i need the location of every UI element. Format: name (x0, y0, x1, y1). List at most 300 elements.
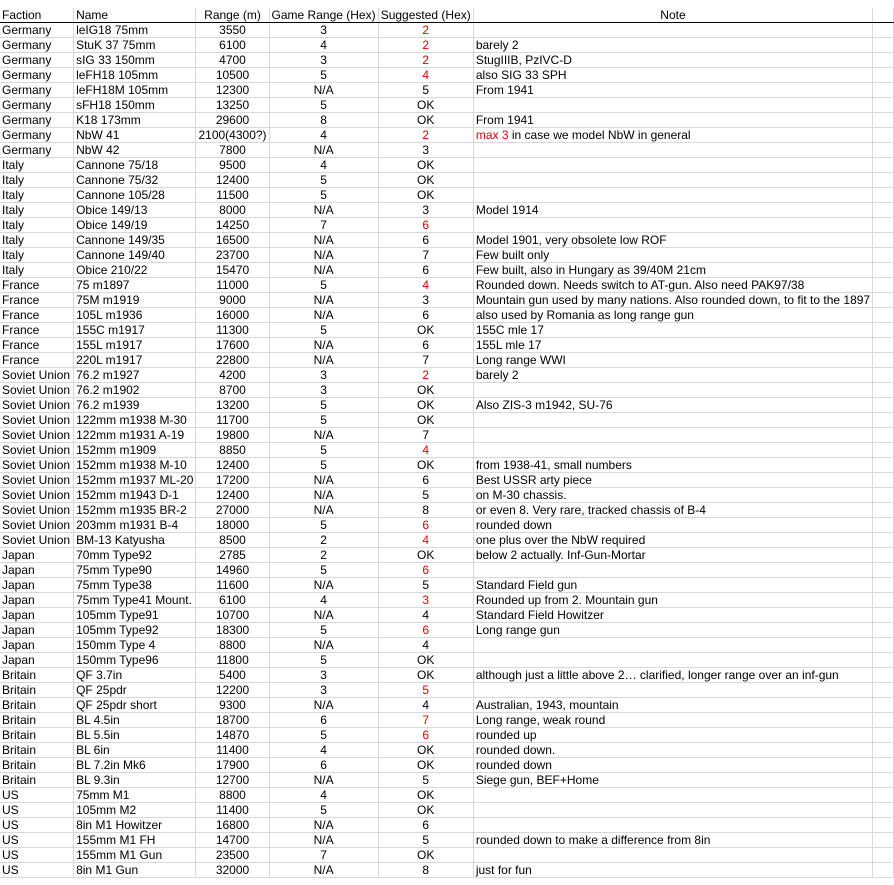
cell-name[interactable]: Obice 149/19 (74, 218, 196, 233)
cell-name[interactable]: 152mm m1909 (74, 443, 196, 458)
cell-name[interactable]: NbW 41 (74, 128, 196, 143)
cell-faction[interactable]: Germany (0, 38, 74, 53)
cell-suggested[interactable]: 5 (378, 488, 473, 503)
empty-cell[interactable] (873, 383, 894, 398)
empty-cell[interactable] (873, 623, 894, 638)
cell-game-range[interactable]: N/A (269, 608, 378, 623)
cell-note[interactable]: Siege gun, BEF+Home (473, 773, 872, 788)
cell-game-range[interactable]: N/A (269, 698, 378, 713)
cell-game-range[interactable]: 5 (269, 563, 378, 578)
cell-range[interactable]: 18700 (196, 713, 269, 728)
cell-suggested[interactable]: OK (378, 653, 473, 668)
cell-range[interactable]: 6100 (196, 38, 269, 53)
cell-name[interactable]: BL 5.5in (74, 728, 196, 743)
empty-cell[interactable] (873, 233, 894, 248)
cell-name[interactable]: 155mm M1 FH (74, 833, 196, 848)
empty-cell[interactable] (873, 353, 894, 368)
cell-faction[interactable]: Britain (0, 758, 74, 773)
cell-faction[interactable]: Britain (0, 728, 74, 743)
cell-note[interactable]: Best USSR arty piece (473, 473, 872, 488)
empty-cell[interactable] (873, 788, 894, 803)
cell-note[interactable] (473, 428, 872, 443)
cell-name[interactable]: Cannone 149/40 (74, 248, 196, 263)
cell-note[interactable] (473, 188, 872, 203)
cell-suggested[interactable]: 5 (378, 578, 473, 593)
cell-name[interactable]: 75mm Type38 (74, 578, 196, 593)
cell-note[interactable] (473, 383, 872, 398)
cell-suggested[interactable]: 7 (378, 353, 473, 368)
cell-name[interactable]: 76.2 m1939 (74, 398, 196, 413)
empty-cell[interactable] (873, 683, 894, 698)
cell-name[interactable]: 76.2 m1927 (74, 368, 196, 383)
cell-game-range[interactable]: N/A (269, 578, 378, 593)
cell-faction[interactable]: Soviet Union (0, 488, 74, 503)
cell-faction[interactable]: Britain (0, 743, 74, 758)
cell-name[interactable]: BL 6in (74, 743, 196, 758)
cell-range[interactable]: 5400 (196, 668, 269, 683)
empty-cell[interactable] (873, 323, 894, 338)
cell-faction[interactable]: US (0, 818, 74, 833)
cell-faction[interactable]: Germany (0, 23, 74, 38)
cell-range[interactable]: 14960 (196, 563, 269, 578)
cell-range[interactable]: 2100(4300?) (196, 128, 269, 143)
cell-faction[interactable]: Soviet Union (0, 428, 74, 443)
cell-name[interactable]: BL 4.5in (74, 713, 196, 728)
cell-name[interactable]: 152mm m1938 M-10 (74, 458, 196, 473)
empty-cell[interactable] (873, 53, 894, 68)
cell-faction[interactable]: Italy (0, 218, 74, 233)
cell-faction[interactable]: France (0, 278, 74, 293)
cell-suggested[interactable]: OK (378, 803, 473, 818)
cell-suggested[interactable]: 6 (378, 818, 473, 833)
cell-game-range[interactable]: 5 (269, 458, 378, 473)
cell-game-range[interactable]: N/A (269, 863, 378, 878)
cell-name[interactable]: 8in M1 Howitzer (74, 818, 196, 833)
empty-cell[interactable] (873, 38, 894, 53)
cell-game-range[interactable]: N/A (269, 353, 378, 368)
cell-game-range[interactable]: N/A (269, 143, 378, 158)
cell-name[interactable]: 75mm M1 (74, 788, 196, 803)
cell-note[interactable]: also SIG 33 SPH (473, 68, 872, 83)
empty-cell[interactable] (873, 68, 894, 83)
cell-range[interactable]: 12700 (196, 773, 269, 788)
cell-range[interactable]: 11300 (196, 323, 269, 338)
cell-note[interactable]: one plus over the NbW required (473, 533, 872, 548)
cell-game-range[interactable]: 5 (269, 803, 378, 818)
cell-note[interactable] (473, 788, 872, 803)
cell-note[interactable]: rounded down (473, 758, 872, 773)
cell-range[interactable]: 4700 (196, 53, 269, 68)
cell-game-range[interactable]: N/A (269, 248, 378, 263)
cell-game-range[interactable]: 5 (269, 443, 378, 458)
cell-range[interactable]: 11600 (196, 578, 269, 593)
cell-suggested[interactable]: 2 (378, 38, 473, 53)
cell-faction[interactable]: Britain (0, 773, 74, 788)
cell-range[interactable]: 11400 (196, 743, 269, 758)
cell-range[interactable]: 12400 (196, 458, 269, 473)
cell-name[interactable]: 152mm m1937 ML-20 (74, 473, 196, 488)
cell-faction[interactable]: Italy (0, 203, 74, 218)
cell-faction[interactable]: Japan (0, 593, 74, 608)
empty-cell[interactable] (873, 488, 894, 503)
cell-note[interactable]: barely 2 (473, 368, 872, 383)
cell-range[interactable]: 10500 (196, 68, 269, 83)
cell-game-range[interactable]: 3 (269, 53, 378, 68)
cell-game-range[interactable]: N/A (269, 203, 378, 218)
cell-note[interactable]: Standard Field Howitzer (473, 608, 872, 623)
cell-game-range[interactable]: 5 (269, 653, 378, 668)
cell-range[interactable]: 14250 (196, 218, 269, 233)
cell-name[interactable]: sIG 33 150mm (74, 53, 196, 68)
cell-note[interactable] (473, 158, 872, 173)
cell-game-range[interactable]: 3 (269, 368, 378, 383)
cell-faction[interactable]: Germany (0, 98, 74, 113)
cell-note[interactable]: also used by Romania as long range gun (473, 308, 872, 323)
header-name[interactable]: Name (74, 8, 196, 23)
cell-game-range[interactable]: 2 (269, 548, 378, 563)
cell-faction[interactable]: Italy (0, 173, 74, 188)
cell-name[interactable]: 155C m1917 (74, 323, 196, 338)
empty-cell[interactable] (873, 593, 894, 608)
cell-faction[interactable]: Soviet Union (0, 398, 74, 413)
cell-faction[interactable]: France (0, 323, 74, 338)
empty-cell[interactable] (873, 803, 894, 818)
cell-faction[interactable]: Soviet Union (0, 383, 74, 398)
cell-game-range[interactable]: N/A (269, 263, 378, 278)
cell-range[interactable]: 14870 (196, 728, 269, 743)
empty-cell[interactable] (873, 203, 894, 218)
empty-cell[interactable] (873, 368, 894, 383)
empty-cell[interactable] (873, 83, 894, 98)
cell-game-range[interactable]: N/A (269, 473, 378, 488)
empty-cell[interactable] (873, 308, 894, 323)
cell-faction[interactable]: Germany (0, 53, 74, 68)
cell-name[interactable]: K18 173mm (74, 113, 196, 128)
cell-game-range[interactable]: N/A (269, 308, 378, 323)
cell-range[interactable]: 18000 (196, 518, 269, 533)
cell-faction[interactable]: France (0, 338, 74, 353)
cell-note[interactable]: rounded down (473, 518, 872, 533)
cell-note[interactable] (473, 818, 872, 833)
cell-name[interactable]: 105mm M2 (74, 803, 196, 818)
empty-cell[interactable] (873, 698, 894, 713)
cell-game-range[interactable]: 4 (269, 743, 378, 758)
cell-name[interactable]: 76.2 m1902 (74, 383, 196, 398)
cell-suggested[interactable]: 2 (378, 368, 473, 383)
cell-suggested[interactable]: 5 (378, 833, 473, 848)
cell-range[interactable]: 11500 (196, 188, 269, 203)
cell-range[interactable]: 19800 (196, 428, 269, 443)
empty-cell[interactable] (873, 503, 894, 518)
cell-range[interactable]: 3550 (196, 23, 269, 38)
cell-note[interactable]: just for fun (473, 863, 872, 878)
cell-note[interactable]: barely 2 (473, 38, 872, 53)
cell-name[interactable]: 122mm m1938 M-30 (74, 413, 196, 428)
cell-faction[interactable]: Italy (0, 263, 74, 278)
cell-name[interactable]: BL 9.3in (74, 773, 196, 788)
cell-suggested[interactable]: 3 (378, 143, 473, 158)
cell-game-range[interactable]: 5 (269, 323, 378, 338)
cell-note[interactable]: Also ZIS-3 m1942, SU-76 (473, 398, 872, 413)
cell-note[interactable]: StugIIIB, PzIVC-D (473, 53, 872, 68)
cell-range[interactable]: 11700 (196, 413, 269, 428)
cell-name[interactable]: BL 7.2in Mk6 (74, 758, 196, 773)
empty-cell[interactable] (873, 518, 894, 533)
cell-name[interactable]: Obice 149/13 (74, 203, 196, 218)
cell-note[interactable]: Long range gun (473, 623, 872, 638)
cell-note[interactable]: Model 1914 (473, 203, 872, 218)
cell-range[interactable]: 10700 (196, 608, 269, 623)
cell-suggested[interactable]: 3 (378, 293, 473, 308)
cell-note[interactable] (473, 23, 872, 38)
cell-faction[interactable]: Soviet Union (0, 368, 74, 383)
cell-note[interactable]: below 2 actually. Inf-Gun-Mortar (473, 548, 872, 563)
empty-cell[interactable] (873, 608, 894, 623)
cell-name[interactable]: 203mm m1931 B-4 (74, 518, 196, 533)
cell-note[interactable]: on M-30 chassis. (473, 488, 872, 503)
cell-suggested[interactable]: 6 (378, 518, 473, 533)
cell-name[interactable]: 150mm Type96 (74, 653, 196, 668)
cell-range[interactable]: 9000 (196, 293, 269, 308)
cell-faction[interactable]: US (0, 833, 74, 848)
cell-suggested[interactable]: 4 (378, 698, 473, 713)
cell-faction[interactable]: Japan (0, 548, 74, 563)
cell-game-range[interactable]: N/A (269, 233, 378, 248)
cell-name[interactable]: 122mm m1931 A-19 (74, 428, 196, 443)
cell-suggested[interactable]: 6 (378, 308, 473, 323)
cell-name[interactable]: Cannone 149/35 (74, 233, 196, 248)
cell-range[interactable]: 17600 (196, 338, 269, 353)
cell-note[interactable]: Rounded down. Needs switch to AT-gun. Also need PAK97/38 (473, 278, 872, 293)
cell-game-range[interactable]: 4 (269, 593, 378, 608)
cell-range[interactable]: 27000 (196, 503, 269, 518)
cell-game-range[interactable]: 3 (269, 668, 378, 683)
empty-cell[interactable] (873, 338, 894, 353)
cell-name[interactable]: NbW 42 (74, 143, 196, 158)
cell-range[interactable]: 8800 (196, 638, 269, 653)
cell-suggested[interactable]: 3 (378, 203, 473, 218)
cell-note[interactable]: rounded down. (473, 743, 872, 758)
cell-suggested[interactable]: OK (378, 458, 473, 473)
cell-note[interactable]: Standard Field gun (473, 578, 872, 593)
empty-cell[interactable] (873, 188, 894, 203)
cell-note[interactable] (473, 848, 872, 863)
cell-note[interactable]: max 3 in case we model NbW in general (473, 128, 872, 143)
cell-name[interactable]: 105L m1936 (74, 308, 196, 323)
cell-range[interactable]: 12400 (196, 173, 269, 188)
cell-suggested[interactable]: 2 (378, 128, 473, 143)
cell-name[interactable]: leFH18M 105mm (74, 83, 196, 98)
cell-range[interactable]: 12400 (196, 488, 269, 503)
cell-faction[interactable]: Soviet Union (0, 533, 74, 548)
cell-game-range[interactable]: 6 (269, 713, 378, 728)
empty-cell[interactable] (873, 578, 894, 593)
empty-cell[interactable] (873, 863, 894, 878)
cell-game-range[interactable]: 5 (269, 173, 378, 188)
cell-game-range[interactable]: N/A (269, 638, 378, 653)
cell-note[interactable]: rounded up (473, 728, 872, 743)
empty-cell[interactable] (873, 98, 894, 113)
cell-note[interactable] (473, 563, 872, 578)
cell-game-range[interactable]: 7 (269, 848, 378, 863)
cell-game-range[interactable]: 5 (269, 98, 378, 113)
cell-game-range[interactable]: 7 (269, 218, 378, 233)
cell-range[interactable]: 14700 (196, 833, 269, 848)
cell-note[interactable] (473, 98, 872, 113)
cell-suggested[interactable]: OK (378, 848, 473, 863)
empty-cell[interactable] (873, 443, 894, 458)
cell-suggested[interactable]: OK (378, 668, 473, 683)
cell-suggested[interactable]: 4 (378, 68, 473, 83)
cell-game-range[interactable]: N/A (269, 488, 378, 503)
cell-game-range[interactable]: 5 (269, 728, 378, 743)
cell-faction[interactable]: Soviet Union (0, 413, 74, 428)
cell-suggested[interactable]: 5 (378, 83, 473, 98)
empty-cell[interactable] (873, 398, 894, 413)
cell-name[interactable]: Cannone 75/32 (74, 173, 196, 188)
cell-name[interactable]: QF 25pdr short (74, 698, 196, 713)
cell-note[interactable] (473, 443, 872, 458)
cell-name[interactable]: 70mm Type92 (74, 548, 196, 563)
cell-name[interactable]: 220L m1917 (74, 353, 196, 368)
cell-faction[interactable]: US (0, 788, 74, 803)
cell-suggested[interactable]: 5 (378, 773, 473, 788)
cell-name[interactable]: Obice 210/22 (74, 263, 196, 278)
cell-range[interactable]: 12200 (196, 683, 269, 698)
cell-range[interactable]: 17200 (196, 473, 269, 488)
cell-range[interactable]: 32000 (196, 863, 269, 878)
cell-faction[interactable]: Germany (0, 143, 74, 158)
cell-faction[interactable]: Soviet Union (0, 443, 74, 458)
empty-cell[interactable] (873, 713, 894, 728)
empty-cell[interactable] (873, 548, 894, 563)
cell-faction[interactable]: Germany (0, 128, 74, 143)
cell-suggested[interactable]: OK (378, 548, 473, 563)
cell-name[interactable]: 152mm m1935 BR-2 (74, 503, 196, 518)
cell-faction[interactable]: Japan (0, 638, 74, 653)
cell-suggested[interactable]: 8 (378, 503, 473, 518)
cell-faction[interactable]: Britain (0, 668, 74, 683)
cell-note[interactable]: rounded down to make a difference from 8in (473, 833, 872, 848)
cell-faction[interactable]: Soviet Union (0, 473, 74, 488)
cell-name[interactable]: QF 25pdr (74, 683, 196, 698)
empty-cell[interactable] (873, 533, 894, 548)
header-suggested[interactable]: Suggested (Hex) (378, 8, 473, 23)
empty-cell[interactable] (873, 218, 894, 233)
cell-game-range[interactable]: N/A (269, 83, 378, 98)
empty-cell[interactable] (873, 638, 894, 653)
empty-cell[interactable] (873, 278, 894, 293)
cell-suggested[interactable]: 6 (378, 728, 473, 743)
cell-game-range[interactable]: 3 (269, 383, 378, 398)
cell-range[interactable]: 8500 (196, 533, 269, 548)
cell-suggested[interactable]: OK (378, 383, 473, 398)
cell-range[interactable]: 8000 (196, 203, 269, 218)
cell-suggested[interactable]: 6 (378, 563, 473, 578)
cell-game-range[interactable]: 4 (269, 788, 378, 803)
cell-range[interactable]: 17900 (196, 758, 269, 773)
cell-game-range[interactable]: 5 (269, 518, 378, 533)
cell-range[interactable]: 13200 (196, 398, 269, 413)
cell-range[interactable]: 29600 (196, 113, 269, 128)
cell-note[interactable]: from 1938-41, small numbers (473, 458, 872, 473)
cell-suggested[interactable]: OK (378, 413, 473, 428)
cell-suggested[interactable]: 4 (378, 533, 473, 548)
cell-faction[interactable]: Germany (0, 83, 74, 98)
cell-range[interactable]: 8800 (196, 788, 269, 803)
header-faction[interactable]: Faction (0, 8, 74, 23)
cell-note[interactable] (473, 638, 872, 653)
cell-game-range[interactable]: N/A (269, 428, 378, 443)
cell-faction[interactable]: Germany (0, 113, 74, 128)
cell-faction[interactable]: Britain (0, 698, 74, 713)
cell-name[interactable]: BM-13 Katyusha (74, 533, 196, 548)
cell-note[interactable] (473, 803, 872, 818)
cell-note[interactable]: Model 1901, very obsolete low ROF (473, 233, 872, 248)
cell-game-range[interactable]: 5 (269, 68, 378, 83)
cell-faction[interactable]: US (0, 848, 74, 863)
cell-name[interactable]: 105mm Type92 (74, 623, 196, 638)
empty-cell[interactable] (873, 833, 894, 848)
cell-range[interactable]: 12300 (196, 83, 269, 98)
empty-cell[interactable] (873, 773, 894, 788)
cell-faction[interactable]: France (0, 293, 74, 308)
cell-note[interactable]: Few built, also in Hungary as 39/40M 21cm (473, 263, 872, 278)
cell-note[interactable]: 155L mle 17 (473, 338, 872, 353)
empty-cell[interactable] (873, 263, 894, 278)
cell-suggested[interactable]: 6 (378, 473, 473, 488)
cell-game-range[interactable]: N/A (269, 773, 378, 788)
cell-suggested[interactable]: OK (378, 743, 473, 758)
cell-name[interactable]: 150mm Type 4 (74, 638, 196, 653)
cell-name[interactable]: 152mm m1943 D-1 (74, 488, 196, 503)
cell-suggested[interactable]: OK (378, 758, 473, 773)
cell-game-range[interactable]: 4 (269, 128, 378, 143)
cell-suggested[interactable]: 6 (378, 218, 473, 233)
cell-name[interactable]: 75mm Type41 Mount. (74, 593, 196, 608)
cell-range[interactable]: 9500 (196, 158, 269, 173)
cell-faction[interactable]: Japan (0, 623, 74, 638)
cell-suggested[interactable]: OK (378, 98, 473, 113)
cell-game-range[interactable]: 4 (269, 38, 378, 53)
cell-game-range[interactable]: 5 (269, 623, 378, 638)
cell-note[interactable]: although just a little above 2… clarified, longer range over an inf-gun (473, 668, 872, 683)
cell-name[interactable]: 155mm M1 Gun (74, 848, 196, 863)
cell-faction[interactable]: France (0, 353, 74, 368)
cell-range[interactable]: 7800 (196, 143, 269, 158)
cell-range[interactable]: 8700 (196, 383, 269, 398)
cell-faction[interactable]: Britain (0, 683, 74, 698)
cell-range[interactable]: 18300 (196, 623, 269, 638)
cell-name[interactable]: 75M m1919 (74, 293, 196, 308)
empty-cell[interactable] (873, 8, 894, 23)
cell-faction[interactable]: Italy (0, 248, 74, 263)
cell-suggested[interactable]: 7 (378, 713, 473, 728)
cell-range[interactable]: 22800 (196, 353, 269, 368)
cell-suggested[interactable]: 4 (378, 638, 473, 653)
cell-game-range[interactable]: 2 (269, 533, 378, 548)
empty-cell[interactable] (873, 458, 894, 473)
cell-suggested[interactable]: OK (378, 113, 473, 128)
cell-suggested[interactable]: OK (378, 173, 473, 188)
cell-game-range[interactable]: 5 (269, 188, 378, 203)
empty-cell[interactable] (873, 728, 894, 743)
cell-name[interactable]: 105mm Type91 (74, 608, 196, 623)
cell-name[interactable]: 75 m1897 (74, 278, 196, 293)
cell-suggested[interactable]: 3 (378, 593, 473, 608)
cell-suggested[interactable]: OK (378, 398, 473, 413)
cell-range[interactable]: 8850 (196, 443, 269, 458)
